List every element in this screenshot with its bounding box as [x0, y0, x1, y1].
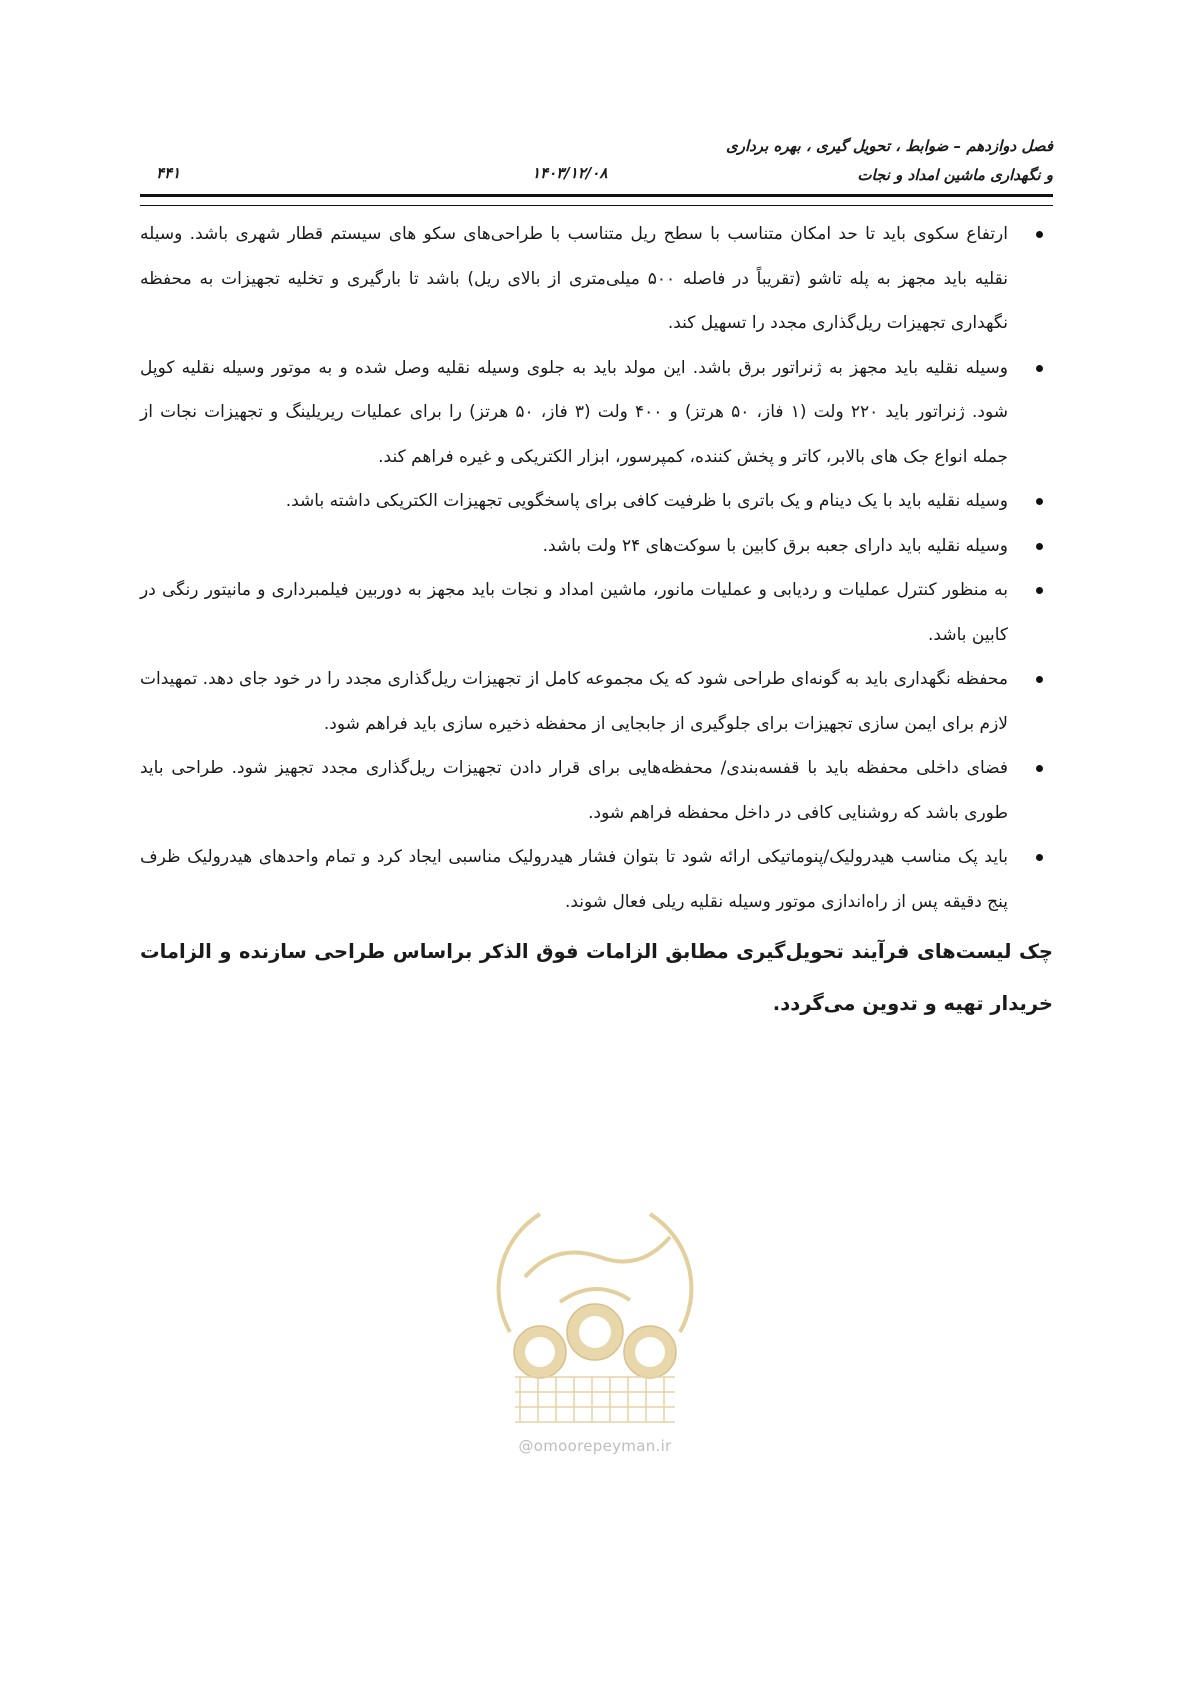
list-item [140, 212, 1053, 346]
list-item-text: باید پک مناسب هیدرولیک/پنوماتیکی ارائه شود تا بتوان فشار هیدرولیک مناسبی ایجاد کرد و تمام واحدهای هیدرولیک ظرف پنج دقیقه پس از راه‌اندازی موتور وسیله نقلیه ریلی فعال شوند. [140, 847, 1008, 912]
header-divider [140, 194, 1053, 206]
chapter-title [726, 132, 1053, 190]
document-date: ۱۴۰۳/۱۲/۰۸ [532, 164, 608, 182]
list-item-text: فضای داخلی محفظه باید با قفسه‌بندی/ محفظه‌هایی برای قرار دادن تجهیزات ریل‌گذاری مجدد تجهیز شود. طراحی باید طوری باشد که روشنایی کافی در داخل محفظه فراهم شود. [140, 758, 1008, 823]
list-item [140, 346, 1053, 480]
list-item-text: ارتفاع سکوی باید تا حد امکان متناسب با سطح ریل متناسب با طراحی‌های سکو های سیستم قطار شهری باشد. وسیله نقلیه باید مجهز به پله تاشو (تقریباً در فاصله ۵۰۰ میلی‌متری از بالای ریل) باشد تا بارگیری و تخلیه تجهیزات به محفظه نگهداری تجهیزات ریل‌گذاری مجدد را تسهیل کند. [140, 224, 1009, 333]
bullet-icon [1036, 231, 1043, 238]
bullet-icon [1036, 587, 1043, 594]
bullet-icon [1036, 854, 1043, 861]
requirements-list [140, 212, 1053, 924]
omoorepeyman-logo-icon [480, 1182, 710, 1432]
bullet-icon [1036, 498, 1043, 505]
list-item [140, 524, 1053, 569]
list-item [140, 657, 1053, 746]
list-item [140, 835, 1053, 924]
chapter-title-line-2: و نگهداری ماشین امداد و نجات [857, 166, 1053, 184]
bullet-icon [1036, 543, 1043, 550]
page-header [140, 126, 1053, 196]
bullet-icon [1036, 365, 1043, 372]
list-item-text: وسیله نقلیه باید دارای جعبه برق کابین با سوکت‌های ۲۴ ولت باشد. [542, 535, 1008, 556]
list-item-text: وسیله نقلیه باید با یک دینام و یک باتری با ظرفیت کافی برای پاسخگویی تجهیزات الکتریکی داشته باشد. [285, 491, 1008, 511]
list-item-text: محفظه نگهداری باید به گونه‌ای طراحی شود که یک مجموعه کامل از تجهیزات ریل‌گذاری مجدد را در خود جای دهد. تمهیدات لازم برای ایمن سازی تجهیزات برای جلوگیری از جابجایی از محفظه ذخیره سازی باید فراهم شود. [140, 669, 1008, 734]
page-body [140, 212, 1053, 1030]
bullet-icon [1036, 765, 1043, 772]
conclusion-paragraph: چک لیست‌های فرآیند تحویل‌گیری مطابق الزامات فوق الذکر براساس طراحی سازنده و الزامات خریدار تهیه و تدوین می‌گردد. [140, 940, 1053, 1015]
list-item [140, 479, 1053, 524]
chapter-title-line-1: فصل دوازدهم – ضوابط ، تحویل گیری ، بهره برداری [725, 137, 1053, 155]
list-item-text: وسیله نقلیه باید مجهز به ژنراتور برق باشد. این مولد باید به جلوی وسیله نقلیه وصل شده و به موتور وسیله نقلیه کوپل شود. ژنراتور باید ۲۲۰ ولت (۱ فاز، ۵۰ هرتز) و ۴۰۰ ولت (۳ فاز، ۵۰ هرتز) را برای عملیات ریریلینگ و تجهیزات نجات از جمله انواع جک های بالابر، کاتر و پخش کننده، کمپرسور، ابزار الکتریکی و غیره فراهم کند. [140, 357, 1009, 467]
list-item [140, 568, 1053, 657]
list-item [140, 746, 1053, 835]
watermark-website: @omoorepeyman.ir [518, 1437, 672, 1455]
list-item-text: به منظور کنترل عملیات و ردیابی و عملیات مانور، ماشین امداد و نجات باید مجهز به دوربین فیلمبرداری و مانیتور رنگی در کابین باشد. [140, 580, 1008, 645]
bullet-icon [1036, 676, 1043, 683]
page-number: ۴۴۱ [156, 164, 181, 182]
